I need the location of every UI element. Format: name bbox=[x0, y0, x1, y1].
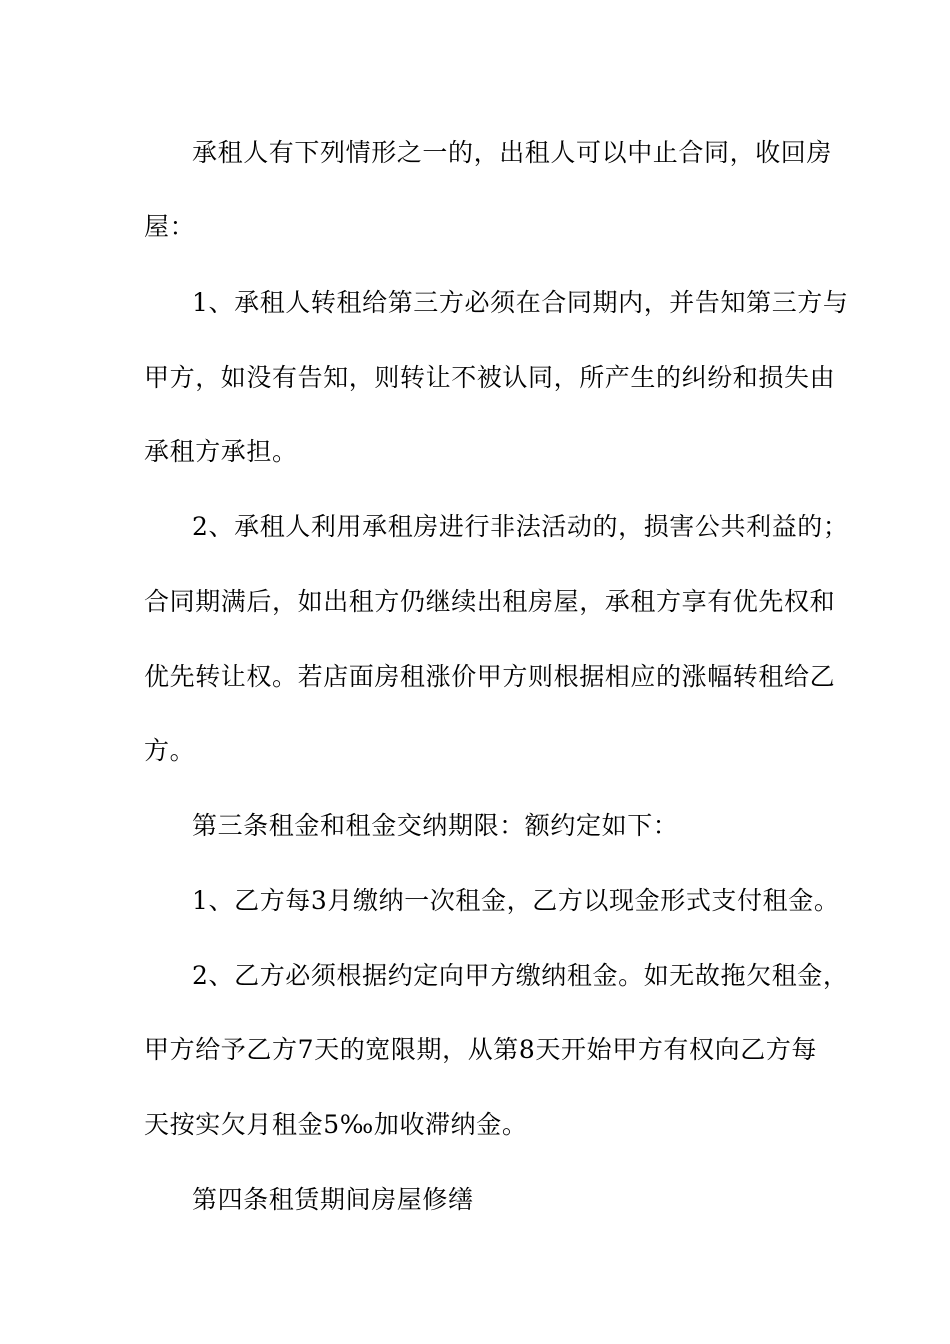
rent-item-2-line-1: 2、乙方必须根据约定向甲方缴纳租金。如无故拖欠租金， bbox=[192, 961, 849, 990]
clause-2-line-3: 优先转让权。若店面房租涨价甲方则根据相应的涨幅转租给乙 bbox=[144, 662, 836, 691]
clause-2-line-1: 2、承租人利用承租房进行非法活动的，损害公共利益的； bbox=[192, 512, 849, 541]
rent-item-1: 1、乙方每3月缴纳一次租金，乙方以现金形式支付租金。 bbox=[192, 886, 840, 915]
rent-item-2-line-3: 天按实欠月租金5‰加收滞纳金。 bbox=[144, 1110, 528, 1139]
clause-1-line-1: 1、承租人转租给第三方必须在合同期内，并告知第三方与 bbox=[192, 288, 849, 317]
clause-2-line-4: 方。 bbox=[144, 736, 196, 765]
clause-1-line-2: 甲方，如没有告知，则转让不被认同，所产生的纠纷和损失由 bbox=[144, 363, 836, 392]
rent-item-2-line-2: 甲方给予乙方7天的宽限期，从第8天开始甲方有权向乙方每 bbox=[144, 1035, 818, 1064]
paragraph-termination-line-2: 屋： bbox=[144, 212, 196, 241]
article-3-heading: 第三条租金和租金交纳期限：额约定如下： bbox=[192, 811, 679, 840]
clause-1-line-3: 承租方承担。 bbox=[144, 437, 298, 466]
article-4-heading: 第四条租赁期间房屋修缮 bbox=[192, 1185, 474, 1214]
clause-2-line-2: 合同期满后，如出租方仍继续出租房屋，承租方享有优先权和 bbox=[144, 587, 836, 616]
paragraph-termination-line-1: 承租人有下列情形之一的，出租人可以中止合同，收回房 bbox=[192, 138, 833, 167]
